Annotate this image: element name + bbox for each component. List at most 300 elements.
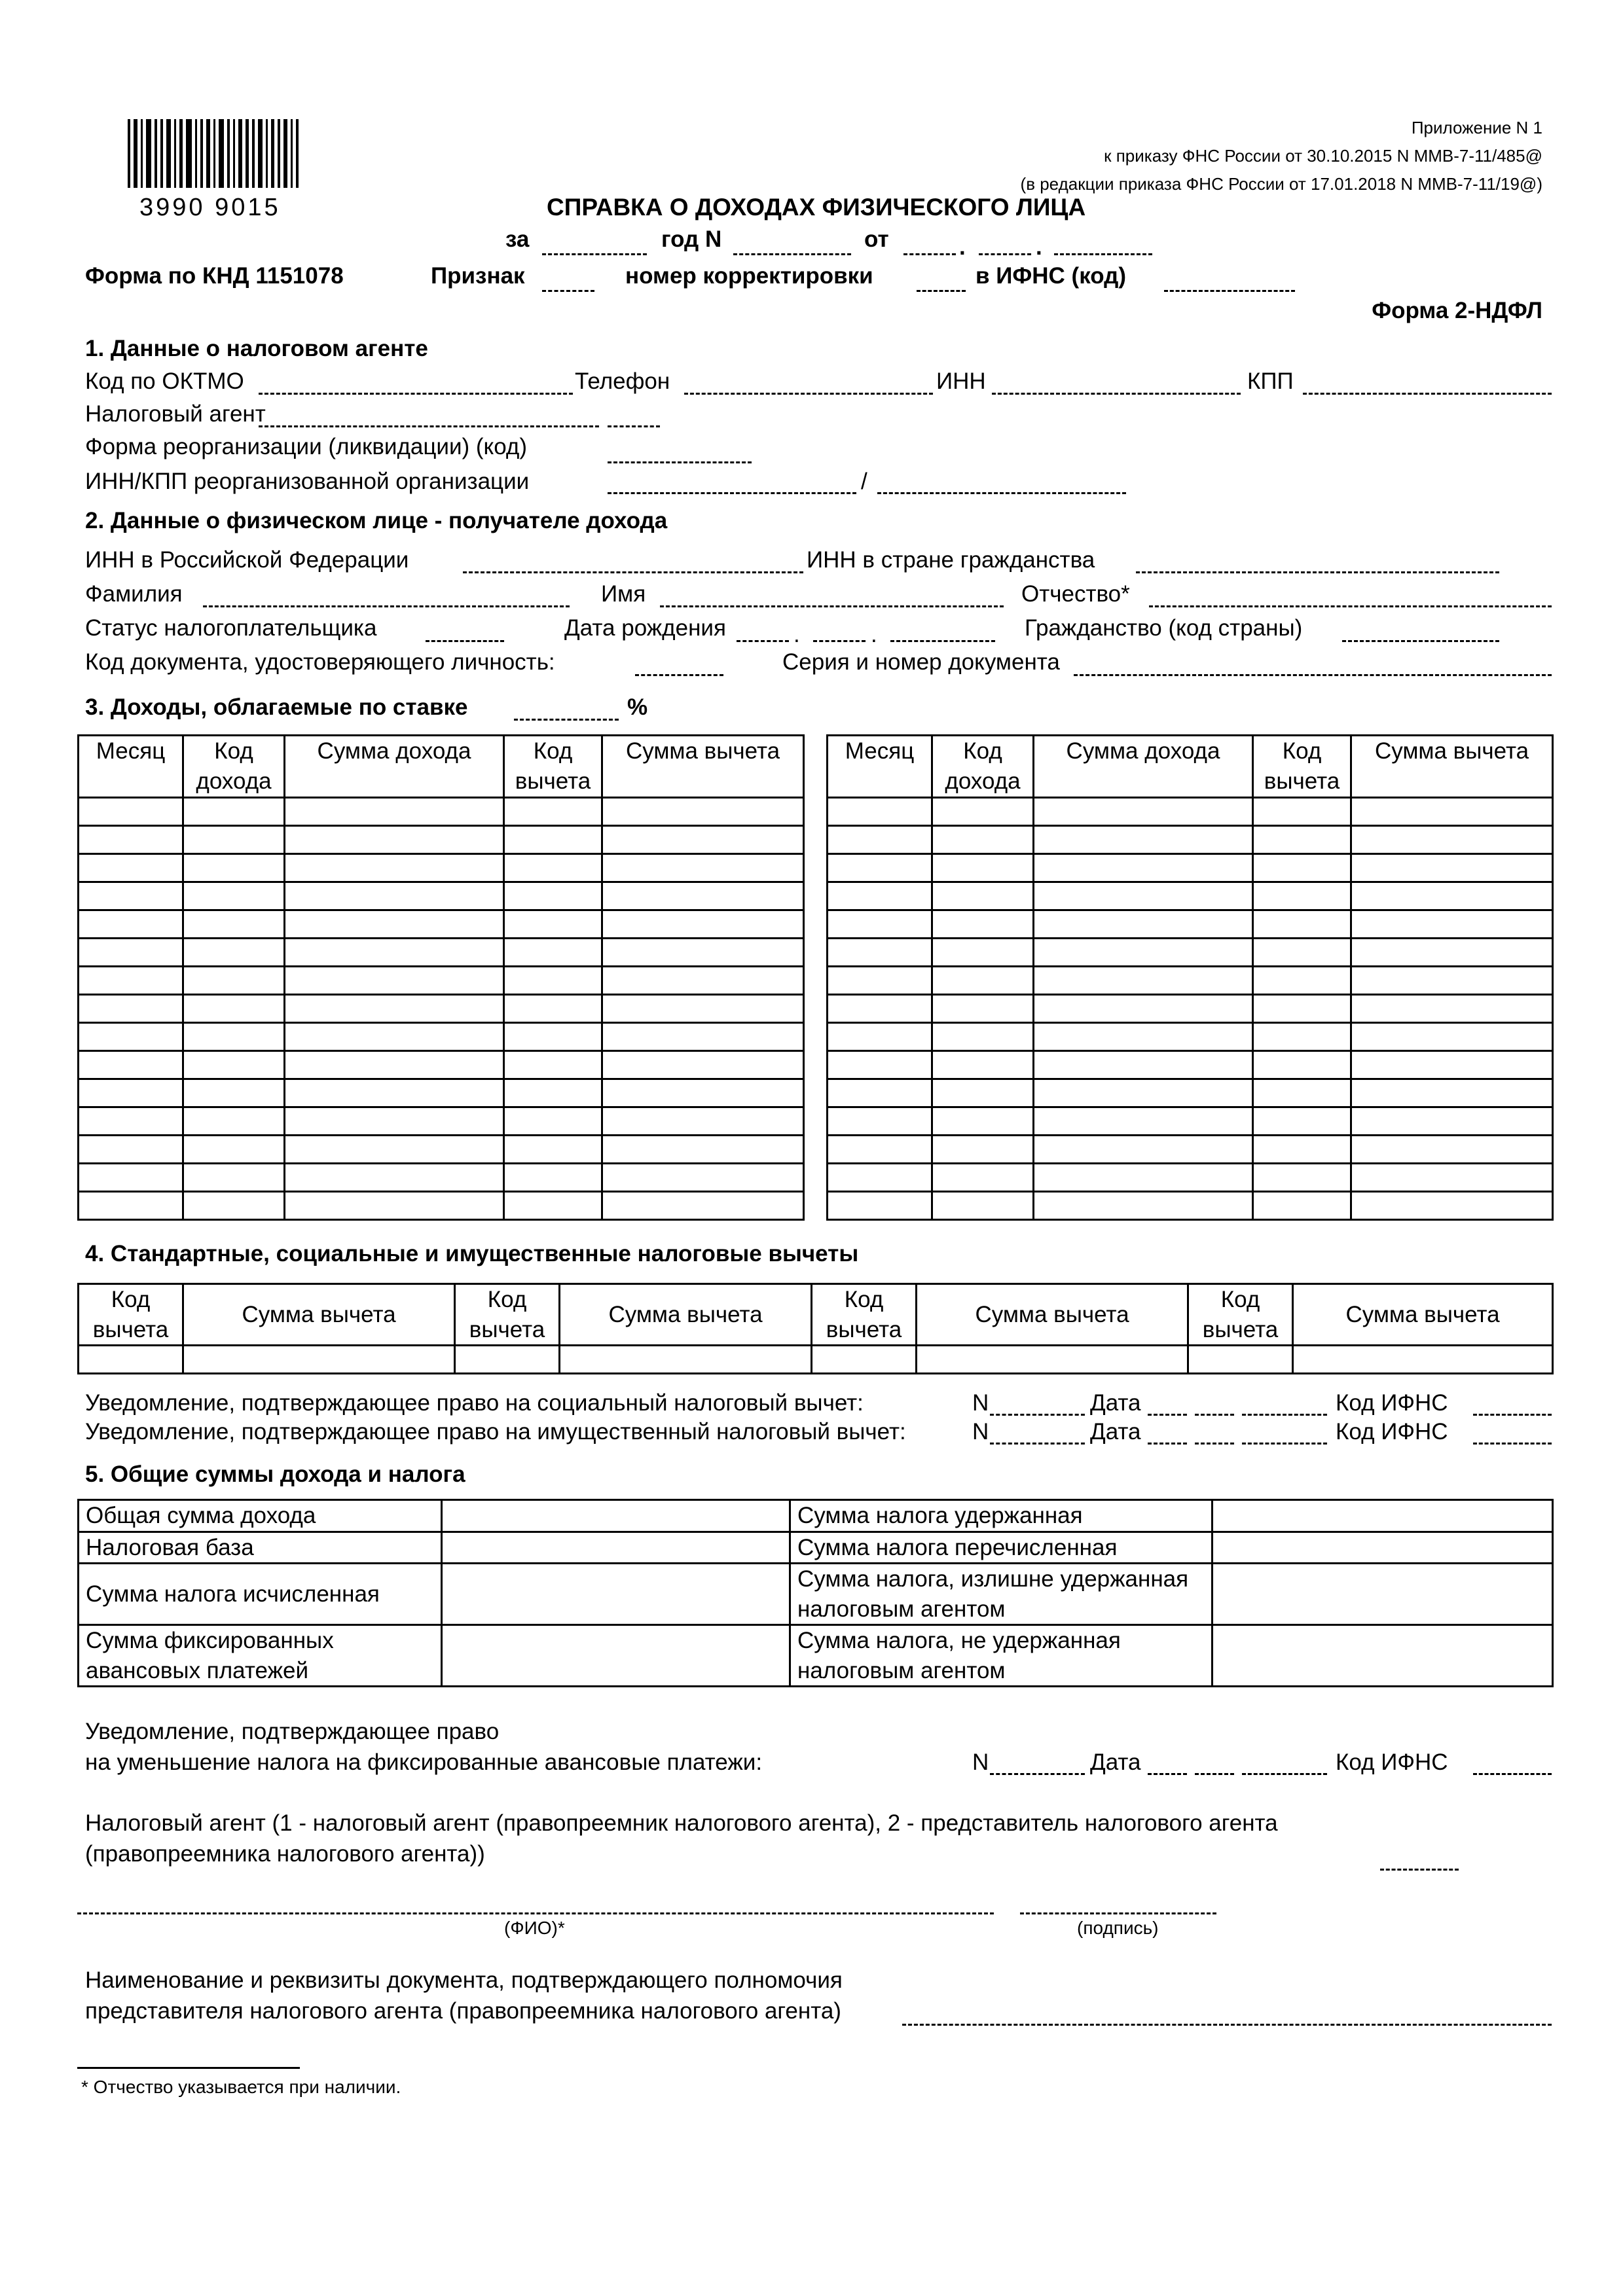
- income-row: [828, 967, 1553, 995]
- income-cell[interactable]: [183, 995, 285, 1023]
- rate-field[interactable]: [514, 719, 619, 721]
- signature-field[interactable]: [1020, 1912, 1216, 1914]
- income-cell[interactable]: [504, 1079, 602, 1107]
- income-cell[interactable]: [828, 826, 932, 854]
- income-row: [828, 798, 1553, 826]
- income-row: [79, 798, 804, 826]
- tax-base-label: Налоговая база: [79, 1532, 442, 1564]
- income-cell[interactable]: [602, 995, 804, 1023]
- income-row: [79, 967, 804, 995]
- income-cell[interactable]: [1034, 910, 1253, 939]
- col-month: Месяц: [828, 736, 932, 798]
- income-cell[interactable]: [285, 1051, 504, 1079]
- date-month-field[interactable]: [979, 253, 1031, 255]
- income-cell[interactable]: [932, 910, 1034, 939]
- deduction-cell[interactable]: [1293, 1346, 1553, 1374]
- col-income-code: Код дохода: [932, 736, 1034, 798]
- income-cell[interactable]: [1034, 995, 1253, 1023]
- income-cell[interactable]: [285, 910, 504, 939]
- notice-property-month-field[interactable]: [1195, 1443, 1234, 1444]
- income-cell[interactable]: [504, 1023, 602, 1051]
- income-cell[interactable]: [183, 1079, 285, 1107]
- income-cell[interactable]: [828, 1051, 932, 1079]
- reorg-form-label: Форма реорганизации (ликвидации) (код): [85, 434, 528, 459]
- income-cell[interactable]: [932, 1136, 1034, 1164]
- income-row: [828, 882, 1553, 910]
- income-row: [79, 1192, 804, 1220]
- notice-advance-label-2: на уменьшение налога на фиксированные авансовые платежи:: [85, 1749, 763, 1775]
- fixed-advance-label: Сумма фиксированных авансовых платежей: [79, 1625, 442, 1687]
- income-cell[interactable]: [1253, 1136, 1351, 1164]
- income-cell[interactable]: [79, 1023, 183, 1051]
- income-cell[interactable]: [602, 967, 804, 995]
- tax-not-withheld-label: Сумма налога, не удержанная налоговым агентом: [790, 1625, 1213, 1687]
- income-cell[interactable]: [1351, 1023, 1553, 1051]
- notice-property-year-field[interactable]: [1242, 1443, 1327, 1444]
- col-deduction-code: Код вычета: [455, 1284, 560, 1346]
- income-cell[interactable]: [183, 1192, 285, 1220]
- ifns-label: в ИФНС (код): [976, 263, 1127, 289]
- income-cell[interactable]: [1034, 826, 1253, 854]
- income-cell[interactable]: [285, 882, 504, 910]
- income-cell[interactable]: [79, 1136, 183, 1164]
- income-cell[interactable]: [1034, 854, 1253, 882]
- income-cell[interactable]: [1034, 1107, 1253, 1136]
- income-cell[interactable]: [79, 967, 183, 995]
- income-cell[interactable]: [183, 882, 285, 910]
- doc-series-label: Серия и номер документа: [782, 649, 1060, 675]
- income-row: [828, 826, 1553, 854]
- appendix-label: Приложение N 1: [1411, 118, 1542, 137]
- citizenship-label: Гражданство (код страны): [1025, 615, 1303, 641]
- citizenship-field[interactable]: [1342, 640, 1499, 642]
- income-cell[interactable]: [1034, 1192, 1253, 1220]
- notice-social-month-field[interactable]: [1195, 1414, 1234, 1416]
- income-cell[interactable]: [828, 1023, 932, 1051]
- birth-year-field[interactable]: [890, 640, 995, 642]
- slash-separator: /: [861, 469, 867, 494]
- income-cell[interactable]: [1253, 967, 1351, 995]
- income-cell[interactable]: [504, 1051, 602, 1079]
- totals-table: [77, 1499, 1554, 1687]
- income-cell[interactable]: [1253, 1079, 1351, 1107]
- income-cell[interactable]: [1351, 798, 1553, 826]
- income-cell[interactable]: [1351, 854, 1553, 882]
- income-cell[interactable]: [183, 939, 285, 967]
- income-cell[interactable]: [285, 826, 504, 854]
- status-field[interactable]: [426, 640, 504, 642]
- income-row: [79, 1107, 804, 1136]
- income-cell[interactable]: [285, 1023, 504, 1051]
- col-deduction-sum: Сумма вычета: [183, 1284, 455, 1346]
- income-cell[interactable]: [602, 854, 804, 882]
- tax-not-withheld-value[interactable]: [1213, 1625, 1553, 1687]
- income-row: [828, 1079, 1553, 1107]
- year-field[interactable]: [542, 253, 647, 255]
- income-cell[interactable]: [828, 1164, 932, 1192]
- income-cell[interactable]: [1034, 798, 1253, 826]
- income-cell[interactable]: [602, 910, 804, 939]
- doc-series-field[interactable]: [1074, 674, 1552, 676]
- notice-social-year-field[interactable]: [1242, 1414, 1327, 1416]
- deduction-cell[interactable]: [455, 1346, 560, 1374]
- income-cell[interactable]: [932, 1079, 1034, 1107]
- income-cell[interactable]: [79, 798, 183, 826]
- edition-reference: (в редакции приказа ФНС России от 17.01.2018 N ММВ-7-11/19@): [1020, 174, 1542, 194]
- income-cell[interactable]: [285, 854, 504, 882]
- ifns-field[interactable]: [1164, 290, 1295, 292]
- income-row: [828, 910, 1553, 939]
- tax-calculated-value[interactable]: [442, 1564, 790, 1625]
- surname-field[interactable]: [203, 605, 570, 607]
- income-cell[interactable]: [79, 910, 183, 939]
- surname-label: Фамилия: [85, 581, 183, 607]
- income-cell[interactable]: [79, 854, 183, 882]
- income-cell[interactable]: [1351, 967, 1553, 995]
- income-cell[interactable]: [285, 1107, 504, 1136]
- date-dot: .: [1036, 234, 1042, 260]
- notice-date-label: Дата: [1090, 1390, 1141, 1416]
- income-cell[interactable]: [183, 1164, 285, 1192]
- income-cell[interactable]: [828, 967, 932, 995]
- income-cell[interactable]: [1253, 1192, 1351, 1220]
- income-row: [828, 1136, 1553, 1164]
- income-cell[interactable]: [183, 1107, 285, 1136]
- income-cell[interactable]: [602, 882, 804, 910]
- section5-title: 5. Общие суммы дохода и налога: [85, 1462, 465, 1487]
- income-cell[interactable]: [1034, 1051, 1253, 1079]
- col-income-sum: Сумма дохода: [285, 736, 504, 798]
- income-cell[interactable]: [932, 967, 1034, 995]
- doc-code-label: Код документа, удостоверяющего личность:: [85, 649, 555, 675]
- income-cell[interactable]: [79, 1107, 183, 1136]
- notice-property-number-field[interactable]: [990, 1443, 1085, 1444]
- income-cell[interactable]: [1253, 1051, 1351, 1079]
- income-cell[interactable]: [828, 1107, 932, 1136]
- income-cell[interactable]: [1034, 1164, 1253, 1192]
- notice-advance-month-field[interactable]: [1195, 1773, 1234, 1775]
- income-cell[interactable]: [828, 854, 932, 882]
- reorg-form-field[interactable]: [608, 461, 752, 463]
- col-deduction-code: Код вычета: [1253, 736, 1351, 798]
- phone-field[interactable]: [684, 393, 933, 395]
- income-cell[interactable]: [932, 1192, 1034, 1220]
- income-cell[interactable]: [79, 995, 183, 1023]
- fio-field[interactable]: [77, 1912, 994, 1914]
- income-cell[interactable]: [183, 967, 285, 995]
- notice-n-label: N: [972, 1749, 989, 1775]
- income-row: [79, 995, 804, 1023]
- phone-label: Телефон: [575, 368, 670, 394]
- income-cell[interactable]: [1253, 910, 1351, 939]
- income-cell[interactable]: [1351, 882, 1553, 910]
- income-row: [79, 854, 804, 882]
- income-cell[interactable]: [1351, 1136, 1553, 1164]
- col-income-code: Код дохода: [183, 736, 285, 798]
- income-cell[interactable]: [602, 1079, 804, 1107]
- notice-advance-number-field[interactable]: [990, 1773, 1085, 1775]
- income-cell[interactable]: [1034, 967, 1253, 995]
- agent-name-field[interactable]: [259, 425, 599, 427]
- income-row: [828, 1192, 1553, 1220]
- income-row: [79, 1079, 804, 1107]
- income-cell[interactable]: [602, 1192, 804, 1220]
- income-cell[interactable]: [504, 798, 602, 826]
- tax-base-value[interactable]: [442, 1532, 790, 1564]
- income-cell[interactable]: [932, 826, 1034, 854]
- income-cell[interactable]: [1351, 939, 1553, 967]
- income-cell[interactable]: [1351, 826, 1553, 854]
- income-cell[interactable]: [79, 1079, 183, 1107]
- notice-advance-ifns-field[interactable]: [1473, 1773, 1552, 1775]
- income-cell[interactable]: [828, 1136, 932, 1164]
- income-cell[interactable]: [504, 995, 602, 1023]
- income-cell[interactable]: [79, 1051, 183, 1079]
- reorg-kpp-field[interactable]: [877, 492, 1126, 494]
- income-table-left: [77, 734, 805, 1221]
- kpp-field[interactable]: [1303, 393, 1552, 395]
- notice-advance-label-1: Уведомление, подтверждающее право: [85, 1719, 500, 1744]
- col-deduction-sum: Сумма вычета: [560, 1284, 812, 1346]
- correction-number-label: номер корректировки: [625, 263, 873, 289]
- notice-property-day-field[interactable]: [1148, 1443, 1187, 1444]
- income-cell[interactable]: [1253, 882, 1351, 910]
- income-cell[interactable]: [1253, 1107, 1351, 1136]
- income-cell[interactable]: [183, 1051, 285, 1079]
- tax-overwithheld-value[interactable]: [1213, 1564, 1553, 1625]
- income-cell[interactable]: [1351, 1079, 1553, 1107]
- income-cell[interactable]: [602, 1051, 804, 1079]
- income-cell[interactable]: [932, 798, 1034, 826]
- income-row: [79, 1136, 804, 1164]
- agent-name-field-2[interactable]: [608, 425, 660, 427]
- income-row: [828, 1164, 1553, 1192]
- tax-transferred-value[interactable]: [1213, 1532, 1553, 1564]
- income-cell[interactable]: [932, 1023, 1034, 1051]
- section4-title: 4. Стандартные, социальные и имущественные налоговые вычеты: [85, 1241, 859, 1266]
- priznak-field[interactable]: [542, 290, 594, 292]
- document-title: СПРАВКА О ДОХОДАХ ФИЗИЧЕСКОГО ЛИЦА: [547, 194, 1086, 221]
- income-cell[interactable]: [828, 882, 932, 910]
- income-cell[interactable]: [602, 1164, 804, 1192]
- income-cell[interactable]: [79, 882, 183, 910]
- deduction-cell[interactable]: [917, 1346, 1188, 1374]
- auth-doc-field[interactable]: [902, 2024, 1552, 2026]
- reorg-inn-field[interactable]: [608, 492, 856, 494]
- income-cell[interactable]: [285, 1136, 504, 1164]
- tax-calculated-label: Сумма налога исчисленная: [79, 1564, 442, 1625]
- income-cell[interactable]: [1351, 1051, 1553, 1079]
- income-cell[interactable]: [79, 939, 183, 967]
- income-cell[interactable]: [602, 1023, 804, 1051]
- income-cell[interactable]: [183, 826, 285, 854]
- income-cell[interactable]: [183, 1023, 285, 1051]
- income-cell[interactable]: [183, 910, 285, 939]
- income-cell[interactable]: [1034, 939, 1253, 967]
- deduction-cell[interactable]: [560, 1346, 812, 1374]
- section2-title: 2. Данные о физическом лице - получателе дохода: [85, 508, 668, 533]
- income-cell[interactable]: [285, 1192, 504, 1220]
- auth-doc-label-1: Наименование и реквизиты документа, подтверждающего полномочия: [85, 1967, 843, 1993]
- income-cell[interactable]: [504, 939, 602, 967]
- income-cell[interactable]: [602, 1107, 804, 1136]
- income-row: [79, 1051, 804, 1079]
- income-cell[interactable]: [1034, 1079, 1253, 1107]
- income-cell[interactable]: [504, 1136, 602, 1164]
- kpp-label: КПП: [1247, 368, 1294, 394]
- income-cell[interactable]: [932, 1051, 1034, 1079]
- income-cell[interactable]: [504, 967, 602, 995]
- income-cell[interactable]: [1253, 1164, 1351, 1192]
- za-label: за: [505, 226, 530, 252]
- oktmo-label: Код по ОКТМО: [85, 368, 244, 394]
- income-cell[interactable]: [504, 854, 602, 882]
- notice-social-number-field[interactable]: [990, 1414, 1085, 1416]
- income-cell[interactable]: [1034, 1023, 1253, 1051]
- income-cell[interactable]: [504, 1164, 602, 1192]
- income-row: [79, 910, 804, 939]
- income-cell[interactable]: [1351, 1164, 1553, 1192]
- income-cell[interactable]: [183, 798, 285, 826]
- income-cell[interactable]: [285, 939, 504, 967]
- income-row: [828, 854, 1553, 882]
- income-cell[interactable]: [285, 967, 504, 995]
- income-cell[interactable]: [932, 1107, 1034, 1136]
- income-cell[interactable]: [79, 826, 183, 854]
- income-cell[interactable]: [285, 995, 504, 1023]
- notice-advance-year-field[interactable]: [1242, 1773, 1327, 1775]
- deduction-cell[interactable]: [183, 1346, 455, 1374]
- birth-day-field[interactable]: [737, 640, 789, 642]
- income-cell[interactable]: [932, 1164, 1034, 1192]
- income-cell[interactable]: [828, 995, 932, 1023]
- income-cell[interactable]: [504, 826, 602, 854]
- income-cell[interactable]: [932, 854, 1034, 882]
- income-cell[interactable]: [828, 1079, 932, 1107]
- auth-doc-label-2: представителя налогового агента (правопреемника налогового агента): [85, 1998, 841, 2024]
- fio-caption: (ФИО)*: [504, 1918, 565, 1938]
- income-cell[interactable]: [183, 854, 285, 882]
- income-cell[interactable]: [1351, 995, 1553, 1023]
- income-cell[interactable]: [183, 1136, 285, 1164]
- income-cell[interactable]: [285, 1079, 504, 1107]
- income-cell[interactable]: [285, 798, 504, 826]
- patronymic-field[interactable]: [1149, 605, 1552, 607]
- income-cell[interactable]: [932, 882, 1034, 910]
- deduction-cell[interactable]: [79, 1346, 183, 1374]
- status-label: Статус налогоплательщика: [85, 615, 377, 641]
- oktmo-field[interactable]: [259, 393, 573, 395]
- income-cell[interactable]: [1253, 798, 1351, 826]
- date-year-field[interactable]: [1054, 253, 1152, 255]
- correction-number-field[interactable]: [917, 290, 966, 292]
- col-deduction-sum: Сумма вычета: [1293, 1284, 1553, 1346]
- income-row: [828, 939, 1553, 967]
- birth-dot: .: [793, 622, 800, 647]
- agent-inn-field[interactable]: [992, 393, 1241, 395]
- god-n-label: год N: [661, 226, 722, 252]
- signature-caption: (подпись): [1077, 1918, 1159, 1938]
- notice-property-ifns-field[interactable]: [1473, 1443, 1552, 1444]
- notice-social-day-field[interactable]: [1148, 1414, 1187, 1416]
- income-cell[interactable]: [504, 1192, 602, 1220]
- income-cell[interactable]: [1253, 939, 1351, 967]
- total-income-value[interactable]: [442, 1500, 790, 1532]
- income-cell[interactable]: [1253, 854, 1351, 882]
- agent-type-label-2: (правопреемника налогового агента)): [85, 1841, 485, 1867]
- birth-dot: .: [871, 622, 877, 647]
- inn-foreign-label: ИНН в стране гражданства: [807, 547, 1095, 573]
- ot-label: от: [864, 226, 889, 252]
- doc-code-field[interactable]: [635, 674, 723, 676]
- tax-withheld-value[interactable]: [1213, 1500, 1553, 1532]
- notice-date-label: Дата: [1090, 1419, 1141, 1444]
- income-row: [828, 1107, 1553, 1136]
- income-cell[interactable]: [828, 939, 932, 967]
- inn-foreign-field[interactable]: [1136, 571, 1499, 573]
- section3-title: 3. Доходы, облагаемые по ставке: [85, 694, 468, 720]
- agent-inn-label: ИНН: [936, 368, 986, 394]
- income-cell[interactable]: [1351, 910, 1553, 939]
- income-cell[interactable]: [79, 1164, 183, 1192]
- deduction-cell[interactable]: [812, 1346, 917, 1374]
- income-cell[interactable]: [504, 910, 602, 939]
- col-income-sum: Сумма дохода: [1034, 736, 1253, 798]
- income-cell[interactable]: [602, 939, 804, 967]
- income-table-right: [826, 734, 1554, 1221]
- section1-title: 1. Данные о налоговом агенте: [85, 336, 428, 361]
- income-cell[interactable]: [828, 798, 932, 826]
- deduction-cell[interactable]: [1188, 1346, 1293, 1374]
- income-cell[interactable]: [79, 1192, 183, 1220]
- inn-rf-field[interactable]: [463, 571, 803, 573]
- col-deduction-code: Код вычета: [504, 736, 602, 798]
- notice-ifns-label: Код ИФНС: [1336, 1749, 1448, 1775]
- income-cell[interactable]: [1351, 1192, 1553, 1220]
- income-cell[interactable]: [828, 910, 932, 939]
- notice-advance-day-field[interactable]: [1148, 1773, 1187, 1775]
- fixed-advance-value[interactable]: [442, 1625, 790, 1687]
- notice-n-label: N: [972, 1390, 989, 1416]
- priznak-label: Признак: [431, 263, 525, 289]
- form-name: Форма 2-НДФЛ: [1372, 298, 1542, 323]
- income-cell[interactable]: [602, 798, 804, 826]
- income-cell[interactable]: [828, 1192, 932, 1220]
- birth-month-field[interactable]: [813, 640, 866, 642]
- notice-social-ifns-field[interactable]: [1473, 1414, 1552, 1416]
- deductions-table: [77, 1283, 1554, 1374]
- first-name-field[interactable]: [660, 605, 1004, 607]
- income-cell[interactable]: [602, 826, 804, 854]
- income-cell[interactable]: [932, 995, 1034, 1023]
- income-cell[interactable]: [1253, 995, 1351, 1023]
- income-cell[interactable]: [504, 1107, 602, 1136]
- income-cell[interactable]: [1351, 1107, 1553, 1136]
- income-cell[interactable]: [285, 1164, 504, 1192]
- birth-label: Дата рождения: [564, 615, 726, 641]
- agent-type-field[interactable]: [1380, 1869, 1459, 1871]
- income-cell[interactable]: [504, 882, 602, 910]
- income-cell[interactable]: [1253, 826, 1351, 854]
- income-cell[interactable]: [1034, 882, 1253, 910]
- income-cell[interactable]: [932, 939, 1034, 967]
- income-cell[interactable]: [602, 1136, 804, 1164]
- income-cell[interactable]: [1253, 1023, 1351, 1051]
- number-field[interactable]: [733, 253, 851, 255]
- barcode-bars: [128, 119, 324, 188]
- date-day-field[interactable]: [903, 253, 956, 255]
- income-cell[interactable]: [1034, 1136, 1253, 1164]
